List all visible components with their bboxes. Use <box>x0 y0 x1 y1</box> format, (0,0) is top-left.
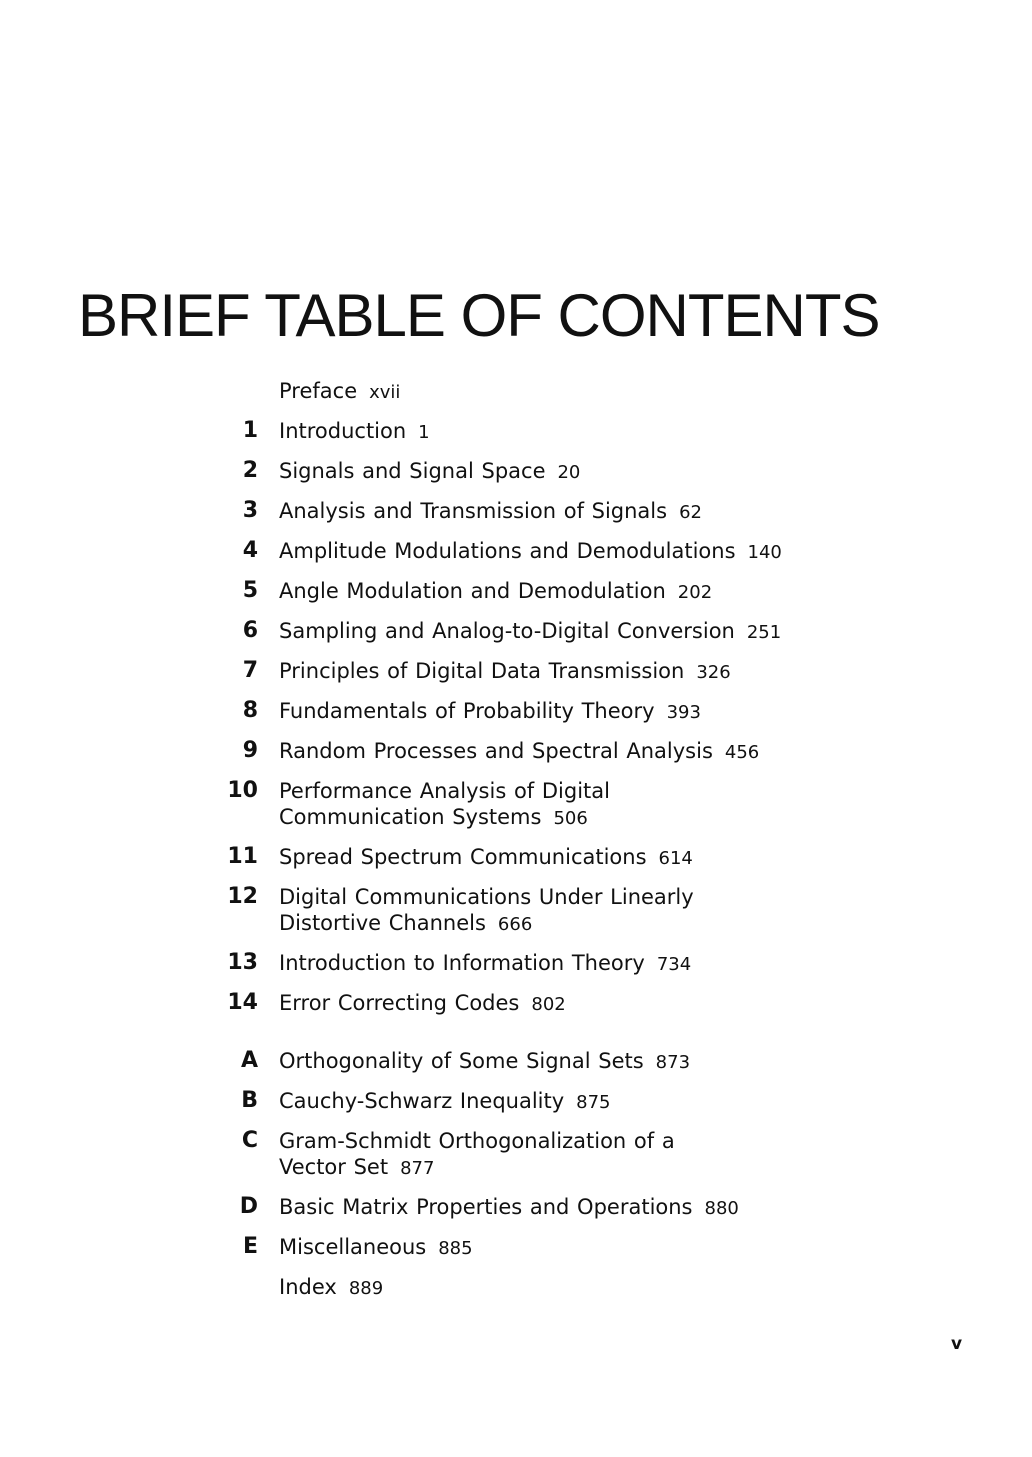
entry-title: Cauchy-Schwarz Inequality <box>279 1089 565 1113</box>
entry-title: Signals and Signal Space <box>279 459 546 483</box>
entry-page: 666 <box>497 914 533 935</box>
entry-title: Introduction to Information Theory <box>279 951 645 975</box>
entry-title: Index <box>279 1275 337 1299</box>
entry-title: Angle Modulation and Demodulation <box>279 579 666 603</box>
entry-number: 14 <box>227 990 258 1015</box>
entry-page: 456 <box>724 742 760 763</box>
entry-page: 393 <box>666 702 701 723</box>
entry-number: 12 <box>227 884 258 909</box>
toc-entry-appendix-d[interactable] <box>220 1194 920 1222</box>
entry-number: 8 <box>242 698 258 723</box>
toc-entry-appendix-c[interactable] <box>220 1128 920 1182</box>
entry-page: 889 <box>348 1278 384 1299</box>
toc-entry-chapter-1[interactable] <box>220 418 920 446</box>
entry-page: 506 <box>553 808 588 829</box>
toc-entry-appendix-e[interactable] <box>220 1234 920 1262</box>
entry-title: Principles of Digital Data Transmission <box>279 659 685 683</box>
toc-entry-chapter-5[interactable] <box>220 578 920 606</box>
toc-entry-chapter-6[interactable] <box>220 618 920 646</box>
entry-number: 7 <box>242 658 258 683</box>
entry-title: Basic Matrix Properties and Operations <box>279 1195 693 1219</box>
toc-entry-appendix-a[interactable] <box>220 1048 920 1076</box>
entry-page: 251 <box>746 622 782 643</box>
entry-number: 6 <box>242 618 258 643</box>
entry-number: D <box>239 1194 258 1219</box>
entry-number: 2 <box>242 458 258 483</box>
entry-title: Amplitude Modulations and Demodulations <box>279 539 736 563</box>
entry-title: Fundamentals of Probability Theory <box>279 699 655 723</box>
toc-entry-chapter-14[interactable] <box>220 990 920 1018</box>
entry-title: Spread Spectrum Communications <box>279 845 647 869</box>
entry-title: Analysis and Transmission of Signals <box>279 499 668 523</box>
entry-title: Performance Analysis of Digital Communication Systems <box>279 779 610 829</box>
entry-page: 877 <box>400 1158 435 1179</box>
toc-entry-chapter-3[interactable] <box>220 498 920 526</box>
toc-entry-preface[interactable] <box>220 378 920 406</box>
entry-title: Sampling and Analog-to-Digital Conversion <box>279 619 735 643</box>
toc-entry-chapter-10[interactable] <box>220 778 920 832</box>
entry-page: 734 <box>656 954 692 975</box>
entry-number: 13 <box>227 950 258 975</box>
entry-number: 4 <box>242 538 258 563</box>
toc-entry-chapter-7[interactable] <box>220 658 920 686</box>
entry-page: 880 <box>704 1198 739 1219</box>
entry-title: Error Correcting Codes <box>279 991 520 1015</box>
entry-page: 875 <box>576 1092 611 1113</box>
toc-entry-chapter-13[interactable] <box>220 950 920 978</box>
entry-number: 1 <box>242 418 258 443</box>
page-title: BRIEF TABLE OF CONTENTS <box>78 282 880 349</box>
toc-entry-chapter-9[interactable] <box>220 738 920 766</box>
toc-list <box>220 378 920 1314</box>
entry-page: 326 <box>696 662 731 683</box>
entry-page: 62 <box>679 502 702 523</box>
entry-page: xvii <box>369 382 401 403</box>
entry-page: 140 <box>747 542 782 563</box>
toc-entry-chapter-12[interactable] <box>220 884 920 938</box>
entry-number: E <box>242 1234 258 1259</box>
entry-page: 885 <box>438 1238 473 1259</box>
entry-title: Gram-Schmidt Orthogonalization of a Vector Set <box>279 1129 675 1179</box>
entry-number: B <box>241 1088 258 1113</box>
entry-title: Orthogonality of Some Signal Sets <box>279 1049 644 1073</box>
entry-page: 802 <box>531 994 566 1015</box>
entry-page: 873 <box>655 1052 691 1073</box>
toc-entry-chapter-11[interactable] <box>220 844 920 872</box>
entry-page: 20 <box>557 462 581 483</box>
entry-number: A <box>240 1048 258 1073</box>
entry-number: 11 <box>227 844 258 869</box>
toc-entry-chapter-4[interactable] <box>220 538 920 566</box>
entry-page: 614 <box>658 848 693 869</box>
entry-number: C <box>241 1128 258 1153</box>
page-folio: v <box>951 1334 963 1354</box>
entry-number: 10 <box>227 778 258 803</box>
entry-number: 5 <box>242 578 258 603</box>
entry-number: 3 <box>242 498 258 523</box>
toc-entry-appendix-b[interactable] <box>220 1088 920 1116</box>
entry-page: 1 <box>418 422 430 443</box>
entry-number: 9 <box>242 738 258 763</box>
entry-title: Random Processes and Spectral Analysis <box>279 739 713 763</box>
toc-entry-chapter-8[interactable] <box>220 698 920 726</box>
entry-title: Introduction <box>279 419 407 443</box>
toc-entry-index[interactable] <box>220 1274 920 1302</box>
entry-title: Miscellaneous <box>279 1235 427 1259</box>
entry-title: Preface <box>279 379 358 403</box>
entry-page: 202 <box>677 582 713 603</box>
entry-title: Digital Communications Under Linearly Distortive Channels <box>279 885 694 935</box>
toc-entry-chapter-2[interactable] <box>220 458 920 486</box>
